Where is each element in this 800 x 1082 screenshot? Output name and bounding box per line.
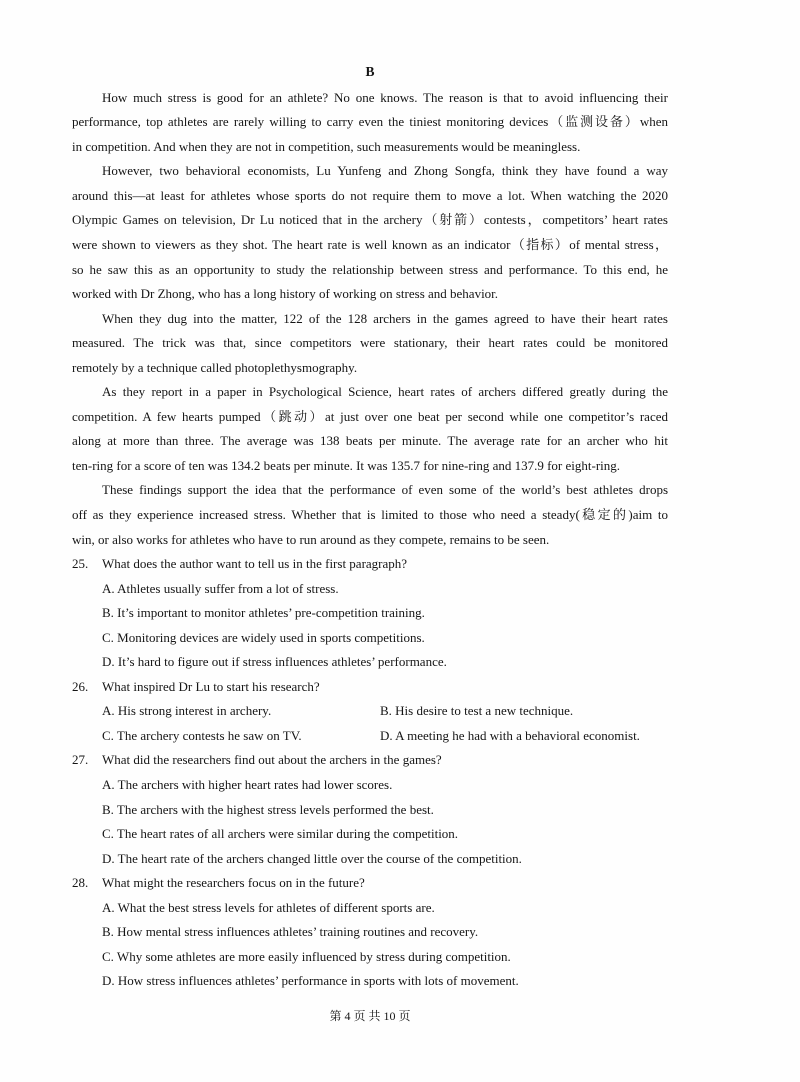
question-text: What did the researchers find out about the archers in the games?	[102, 752, 442, 768]
option-b: B. The archers with the highest stress levels performed the best.	[102, 801, 434, 817]
passage	[72, 86, 668, 552]
option-d: D. It’s hard to figure out if stress influences athletes’ performance.	[102, 654, 447, 670]
question-text: What might the researchers focus on in the future?	[102, 875, 365, 891]
page-footer: 第 4 页 共 10 页	[329, 1009, 411, 1023]
question-25	[72, 552, 668, 675]
paragraph-line: measured. The trick was that, since competitors were stationary, their heart rates could be monitored	[72, 335, 668, 351]
question-header	[72, 552, 668, 577]
paragraph-line: ten-ring for a score of ten was 134.2 beats per minute. It was 135.7 for nine-ring and 137.9 for eight-ring.	[72, 457, 621, 473]
paragraph-line: When they dug into the matter, 122 of the 128 archers in the games agreed to have their heart rates	[102, 310, 668, 326]
option-row	[72, 724, 668, 749]
paragraph-line: were shown to viewers as they shot. The heart rate is well known as an indicator（指标）of mental stress，	[72, 236, 668, 252]
question-27	[72, 748, 668, 871]
question-text: What does the author want to tell us in the first paragraph?	[102, 556, 408, 572]
option-b: B. His desire to test a new technique.	[380, 703, 574, 719]
paragraph-line: How much stress is good for an athlete? No one knows. The reason is that to avoid influencing their	[102, 89, 668, 105]
question-header	[72, 675, 668, 700]
paragraph-1	[72, 86, 668, 160]
question-number: 25.	[72, 556, 89, 572]
reading-content	[72, 86, 668, 994]
question-26	[72, 675, 668, 749]
option-c: C. The heart rates of all archers were similar during the competition.	[102, 826, 459, 842]
question-header	[72, 871, 668, 896]
paragraph-3	[72, 307, 668, 381]
paragraph-line: around this—at least for athletes whose sports do not require them to move a lot. When watching the 2020	[72, 187, 668, 203]
option-c: C. Why some athletes are more easily influenced by stress during competition.	[102, 948, 511, 964]
paragraph-line: Olympic Games on television, Dr Lu noticed that in the archery（射箭）contests，competitors’ heart rates	[72, 212, 668, 228]
paragraph-line: As they report in a paper in Psychological Science, heart rates of archers differed greatly during the	[102, 384, 668, 400]
option-b: B. How mental stress influences athletes’ training routines and recovery.	[102, 924, 479, 940]
option-a: A. What the best stress levels for athletes of different sports are.	[102, 899, 435, 915]
option-b: B. It’s important to monitor athletes’ pre-competition training.	[102, 605, 425, 621]
option-row	[72, 699, 668, 724]
paragraph-line: in competition. And when they are not in competition, such measurements would be meaningless.	[72, 138, 581, 154]
question-number: 26.	[72, 678, 89, 694]
question-number: 27.	[72, 752, 89, 768]
paragraph-line: so he saw this as an opportunity to study the relationship between stress and performance. To this end, he	[72, 261, 668, 277]
paragraph-4	[72, 380, 668, 478]
paragraph-line: off as they experience increased stress. Whether that is limited to those who need a steady(稳定的)aim to	[72, 506, 668, 522]
option-a: A. His strong interest in archery.	[102, 703, 272, 719]
paragraph-line: remotely by a technique called photoplethysmography.	[72, 359, 358, 375]
paragraph-5	[72, 478, 668, 552]
paragraph-line: along at more than three. The average was 138 beats per minute. The average rate for an archer who hit	[72, 433, 668, 449]
paragraph-line: competition. A few hearts pumped（跳动）at just over one beat per second while one competitor’s raced	[72, 408, 668, 424]
question-28	[72, 871, 668, 994]
paragraph-line: These findings support the idea that the performance of even some of the world’s best athletes drops	[102, 482, 668, 498]
option-d: D. A meeting he had with a behavioral economist.	[380, 727, 640, 743]
question-number: 28.	[72, 875, 89, 891]
option-a: A. The archers with higher heart rates had lower scores.	[102, 777, 393, 792]
question-header	[72, 748, 668, 773]
option-d: D. How stress influences athletes’ performance in sports with lots of movement.	[102, 973, 519, 989]
question-text: What inspired Dr Lu to start his research?	[102, 678, 320, 694]
option-a: A. Athletes usually suffer from a lot of stress.	[102, 580, 339, 596]
option-d: D. The heart rate of the archers changed little over the course of the competition.	[102, 850, 522, 866]
paragraph-line: performance, top athletes are rarely willing to carry even the tiniest monitoring devices（监测设备）when	[72, 114, 668, 130]
paragraph-line: worked with Dr Zhong, who has a long history of working on stress and behavior.	[72, 286, 499, 302]
paragraph-line: However, two behavioral economists, Lu Yunfeng and Zhong Songfa, think they have found a way	[102, 163, 668, 179]
paragraph-2	[72, 159, 668, 306]
option-c: C. The archery contests he saw on TV.	[102, 727, 302, 743]
section-label: B	[365, 64, 375, 79]
option-c: C. Monitoring devices are widely used in sports competitions.	[102, 629, 425, 645]
paragraph-line: win, or also works for athletes who have to run around as they compete, remains to be seen.	[72, 531, 550, 547]
